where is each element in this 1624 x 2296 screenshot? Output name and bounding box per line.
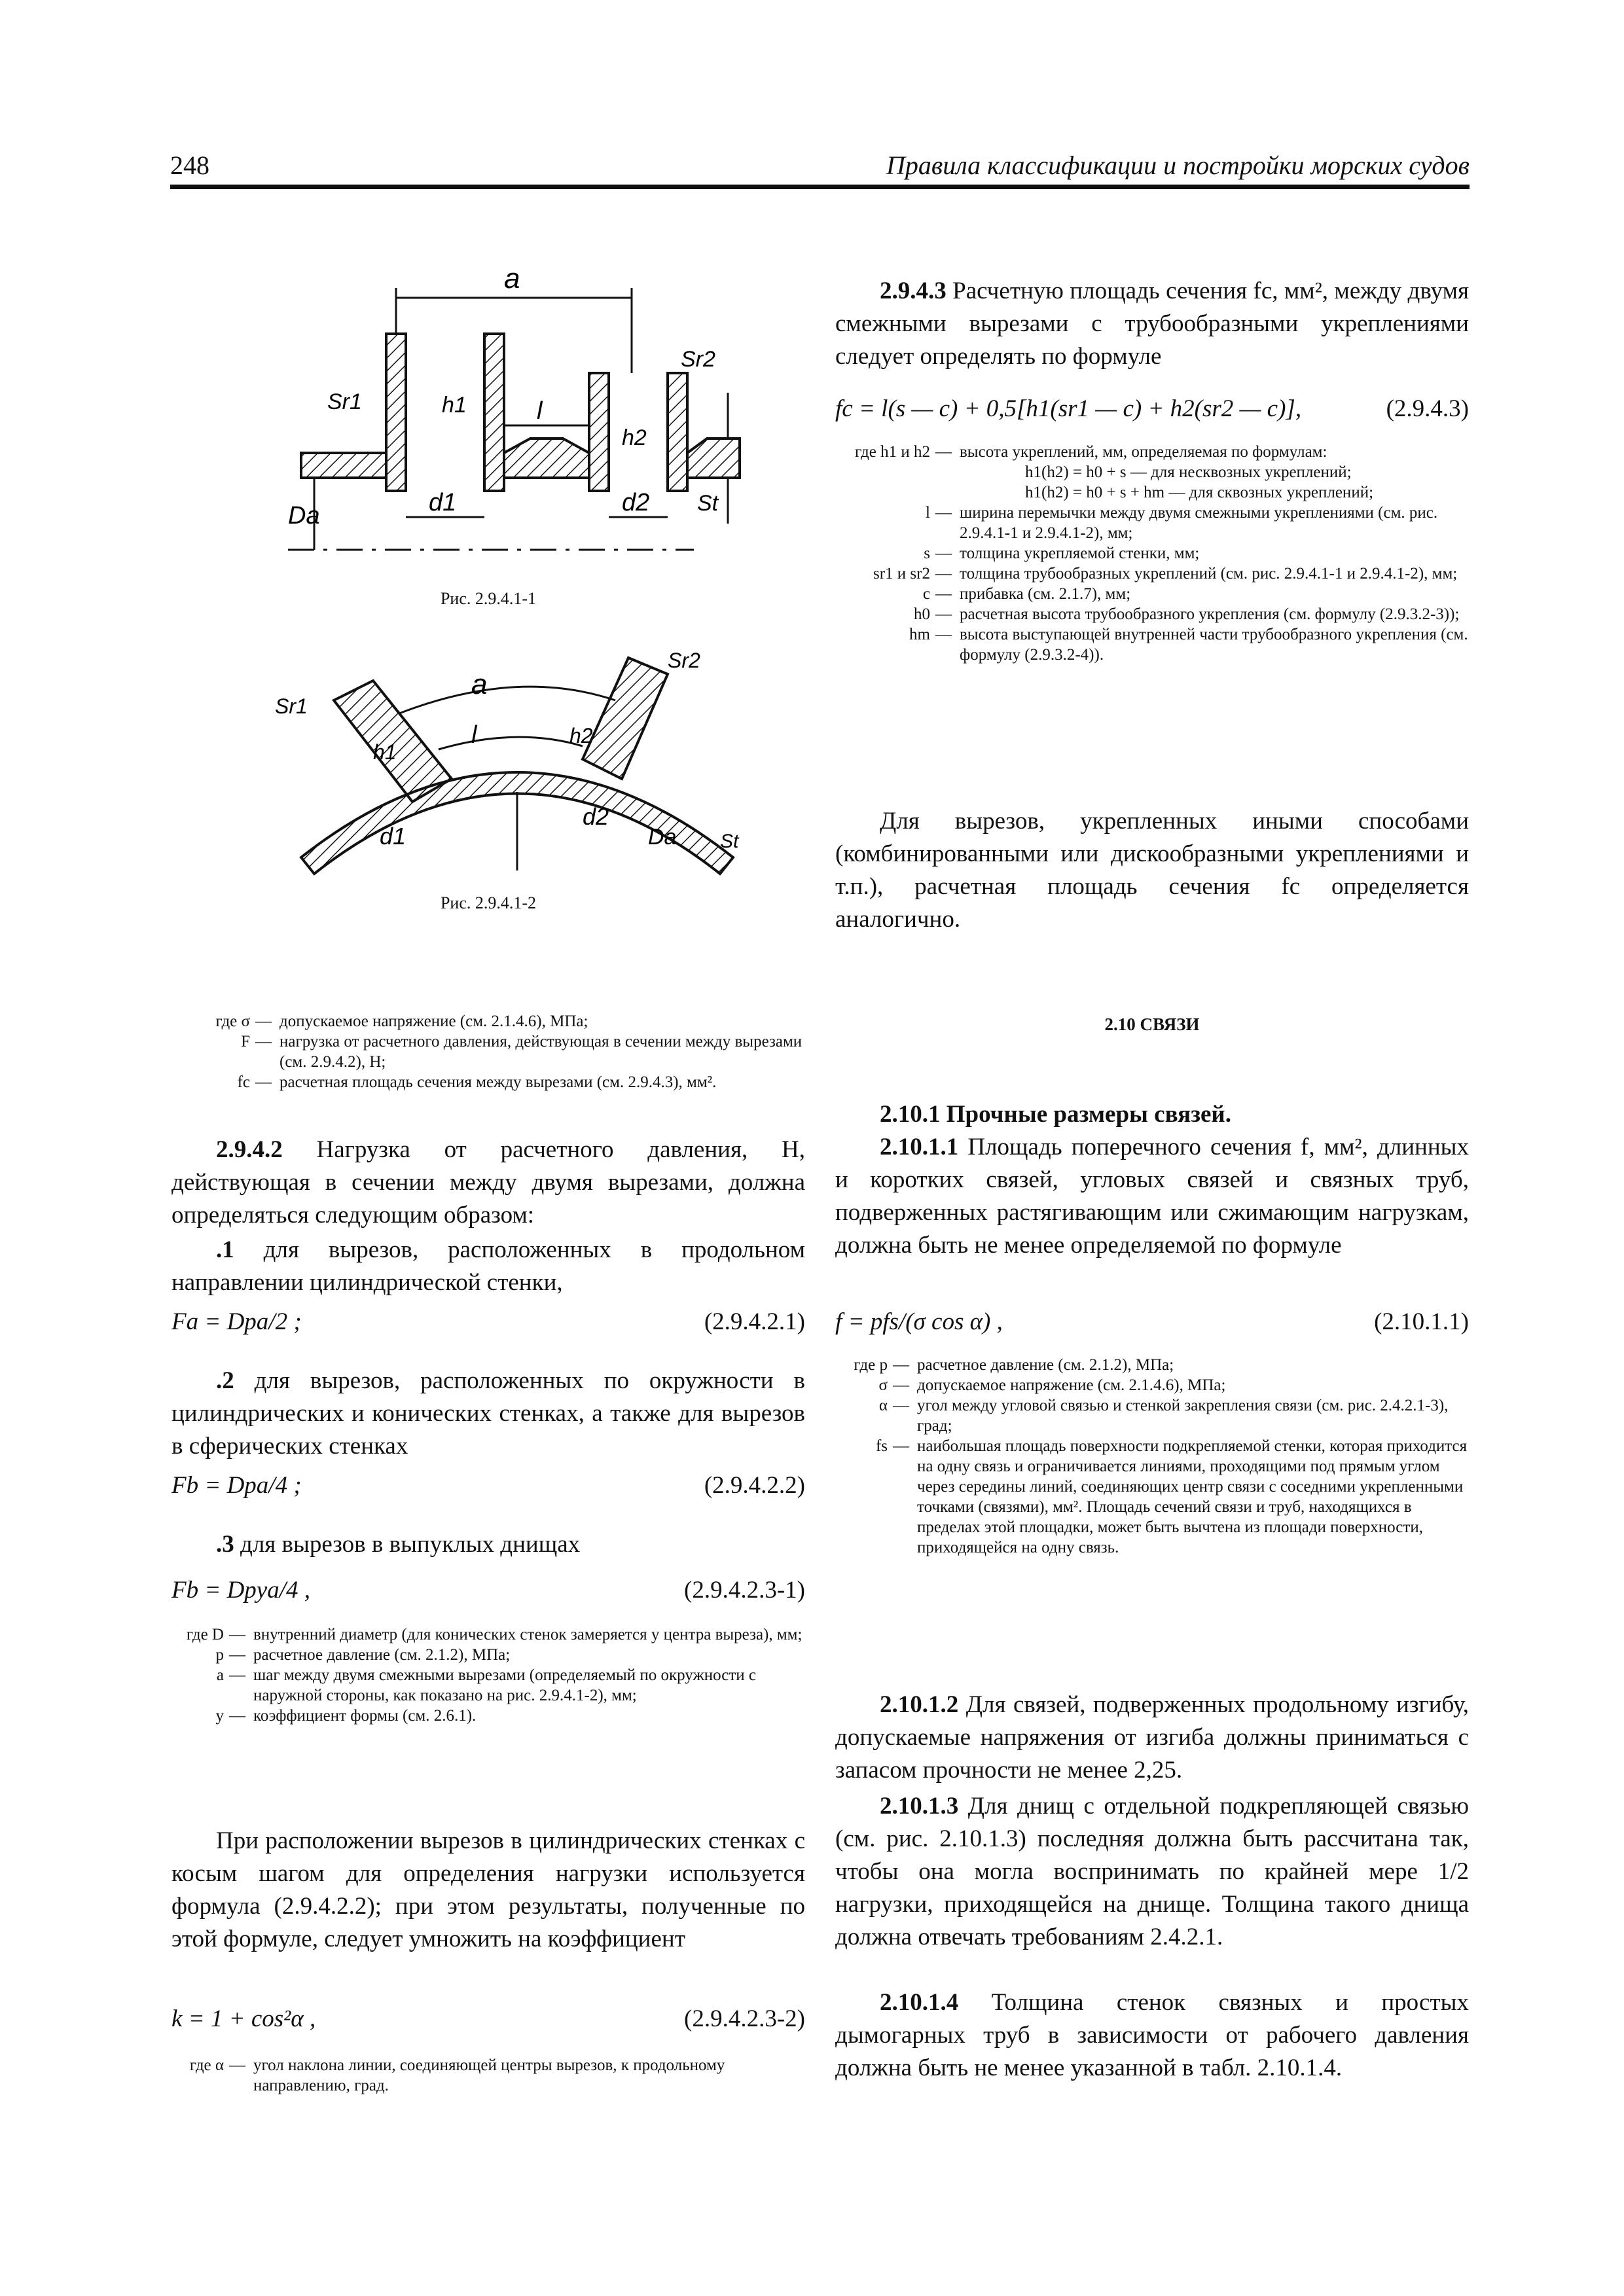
figure-2-9-4-1-1 — [288, 262, 746, 569]
paragraph-2-10-1-2: 2.10.1.2 Для связей, подверженных продольному изгибу, допускаемые напряжения от изгиба должны приниматься с запасом прочности не менее 2,25. — [835, 1691, 1469, 1784]
definition-item: p — расчетное давление (см. 2.1.2), МПа; — [215, 1646, 511, 1664]
definition-item: F — нагрузка от расчетного давления, действующая в сечении между вырезами (см. 2.9.4.2), Н; — [241, 1033, 803, 1071]
definition-item: h0 — расчетная высота трубообразного укрепления (см. формулу (2.9.3.2-3)); — [914, 605, 1460, 623]
where-list-3 — [171, 2055, 805, 2096]
definition-item: s — толщина укрепляемой стенки, мм; — [924, 545, 1200, 562]
tube-left-wall-1 — [386, 334, 406, 491]
fig2-label-sr1: Sr1 — [275, 694, 308, 718]
fig1-label-h2: h2 — [622, 425, 647, 450]
section-heading: 2.10 СВЯЗИ — [1104, 1014, 1200, 1034]
definition-subformula: h1(h2) = h0 + s + hm — для сквозных укреплений; — [1025, 484, 1374, 501]
running-title: Правила классификации и постройки морских судов — [886, 151, 1470, 180]
definition-item: где h1 и h2 — высота укреплений, мм, определяемая по формулам: — [855, 443, 1327, 461]
fig2-label-d1: d1 — [380, 823, 406, 850]
definition-item: где α — угол наклона линии, соединяющей центры вырезов, к продольному направлению, град. — [189, 2056, 725, 2094]
definition-item: α — угол между угловой связью и стенкой закрепления связи (см. рис. 2.4.2.1-3), град; — [878, 1397, 1449, 1435]
fig1-caption: Рис. 2.9.4.1-1 — [440, 589, 537, 608]
formula-2-9-4-2-3-1: Fb = Dpya/4 , (2.9.4.2.3-1) — [171, 1577, 805, 1604]
definition-item: где D — внутренний диаметр (для конических стенок замеряется у центра выреза), мм; — [186, 1626, 803, 1643]
definition-item: fc — расчетная площадь сечения между вырезами (см. 2.9.4.3), мм². — [237, 1073, 717, 1091]
definition-item: hm — высота выступающей внутренней части трубообразного укрепления (см. формулу (2.9.3.2-4)). — [909, 626, 1468, 664]
definition-item: fs — наибольшая площадь поверхности подкрепляемой стенки, которая приходится на одну связь и ограничивается линиями, проходящими под прямым углом через середины линий, соединяющих центр связи с соседними укрепленными точками (связями), мм². Площадь сечений связи и труб, находящихся в пределах этой площадки, может быть вычтена из площади поверхности, приходящейся на одну связь. — [875, 1437, 1468, 1556]
definition-item: l — ширина перемычки между двумя смежными укреплениями (см. рис. 2.9.4.1-1 и 2.9.4.1-2), мм; — [926, 504, 1438, 542]
definition-item: где σ — допускаемое напряжение (см. 2.1.4.6), МПа; — [215, 1013, 588, 1030]
tube-right-wall-2 — [668, 373, 687, 491]
fig1-label-da: Da — [288, 502, 320, 529]
fig2-caption: Рис. 2.9.4.1-2 — [440, 893, 537, 912]
formula-2-9-4-3: fc = l(s — c) + 0,5[h1(sr1 — c) + h2(sr2 — c)], (2.9.4.3) — [835, 395, 1469, 422]
fig2-label-h1: h1 — [373, 740, 397, 764]
fig1-label-l: l — [537, 397, 543, 425]
wall-right — [687, 439, 740, 478]
paragraph-2-9-4-2: 2.9.4.2 Нагрузка от расчетного давления, Н, действующая в сечении между двумя вырезами, должна определяться следующим образом: — [171, 1136, 805, 1229]
fig2-label-h2: h2 — [569, 724, 593, 747]
where-list-2 — [171, 1624, 805, 1726]
tube-right-wall-1 — [589, 373, 609, 491]
definition-item: σ — допускаемое напряжение (см. 2.1.4.6), МПа; — [878, 1376, 1226, 1394]
paragraph-other-methods: Для вырезов, укрепленных иными способами (комбинированными или дискообразными укреплениями и т.п.), расчетная площадь сечения fc определяется аналогично. — [835, 808, 1469, 933]
item-2: .2 для вырезов, расположенных по окружности в цилиндрических и конических стенках, а также для вырезов в сферических стенках — [171, 1367, 805, 1460]
fig1-label-sr1: Sr1 — [327, 389, 362, 414]
fig1-label-a: a — [504, 262, 520, 295]
formula-2-9-4-2-1: Fa = Dpa/2 ; (2.9.4.2.1) — [171, 1308, 805, 1335]
definition-item: c — прибавка (см. 2.1.7), мм; — [922, 585, 1131, 603]
fig2-label-st: St — [720, 831, 739, 852]
paragraph-2-9-4-3: 2.9.4.3 Расчетную площадь сечения fc, мм², между двумя смежными вырезами с трубообразными укреплениями следует определять по формуле — [835, 278, 1469, 370]
fig1-label-sr2: Sr2 — [681, 347, 715, 372]
tube-right — [583, 658, 668, 779]
definition-subformula: h1(h2) = h0 + s — для несквозных укреплений; — [1025, 463, 1352, 481]
definition-item: a — шаг между двумя смежными вырезами (определяемый по окружности с наружной стороны, как показано на рис. 2.9.4.1-2), мм; — [216, 1666, 756, 1704]
fig2-label-l: l — [471, 721, 477, 749]
definition-item: где p — расчетное давление (см. 2.1.2), МПа; — [854, 1356, 1174, 1374]
formula-2-9-4-2-3-2: k = 1 + cos²α , (2.9.4.2.3-2) — [171, 2005, 805, 2032]
figure-2-9-4-1-2 — [275, 628, 759, 877]
fig2-label-a: a — [471, 668, 488, 700]
subsection-heading-2-10-1: 2.10.1 Прочные размеры связей. — [880, 1101, 1231, 1128]
tube-left-wall-2 — [484, 334, 504, 491]
where-list-4 — [835, 442, 1469, 665]
wall-left — [301, 453, 386, 478]
fig1-label-d2: d2 — [622, 489, 650, 516]
formula-2-10-1-1: f = pfs/(σ cos α) , (2.10.1.1) — [835, 1308, 1469, 1335]
fig2-label-da: Da — [648, 825, 677, 850]
fig2-label-d2: d2 — [583, 803, 609, 830]
bridge — [504, 439, 589, 478]
paragraph-2-10-1-3: 2.10.1.3 Для днищ с отдельной подкрепляющей связью (см. рис. 2.10.1.3) последняя должна быть рассчитана так, чтобы она могла воспринимать по крайней мере 1/2 нагрузки, приходящейся на днище. Толщина такого днища должна отвечать требованиям 2.4.2.1. — [835, 1793, 1469, 1950]
fig1-label-d1: d1 — [429, 489, 457, 516]
fig1-label-h1: h1 — [442, 393, 467, 418]
paragraph-oblique-pitch: При расположении вырезов в цилиндрических стенках с косым шагом для определения нагрузки используется формула (2.9.4.2.2); при этом результаты, полученные по этой формуле, следует умножить на коэффициент — [171, 1827, 805, 1952]
where-list-1 — [171, 1011, 805, 1092]
where-list-5 — [835, 1355, 1469, 1558]
item-3: .3 для вырезов в выпуклых днищах — [216, 1531, 581, 1558]
paragraph-2-10-1-1: 2.10.1.1 Площадь поперечного сечения f, мм², длинных и коротких связей, угловых связей и связных труб, подверженных растягивающим или сжимающим нагрузкам, должна быть не менее определяемой по формуле — [835, 1134, 1469, 1259]
definition-item: sr1 и sr2 — толщина трубообразных укреплений (см. рис. 2.9.4.1-1 и 2.9.4.1-2), мм; — [873, 565, 1458, 583]
item-1: .1 для вырезов, расположенных в продольном направлении цилиндрической стенки, — [171, 1236, 805, 1296]
fig2-label-sr2: Sr2 — [668, 649, 700, 672]
paragraph-2-10-1-4: 2.10.1.4 Толщина стенок связных и простых дымогарных труб в зависимости от рабочего давления должна быть не менее указанной в табл. 2.10.1.4. — [835, 1989, 1469, 2081]
formula-2-9-4-2-2: Fb = Dpa/4 ; (2.9.4.2.2) — [171, 1472, 805, 1499]
definition-item: y — коэффициент формы (см. 2.6.1). — [215, 1707, 477, 1725]
page-header — [170, 145, 1470, 189]
page-number: 248 — [170, 151, 209, 180]
fig1-label-st: St — [697, 491, 719, 516]
